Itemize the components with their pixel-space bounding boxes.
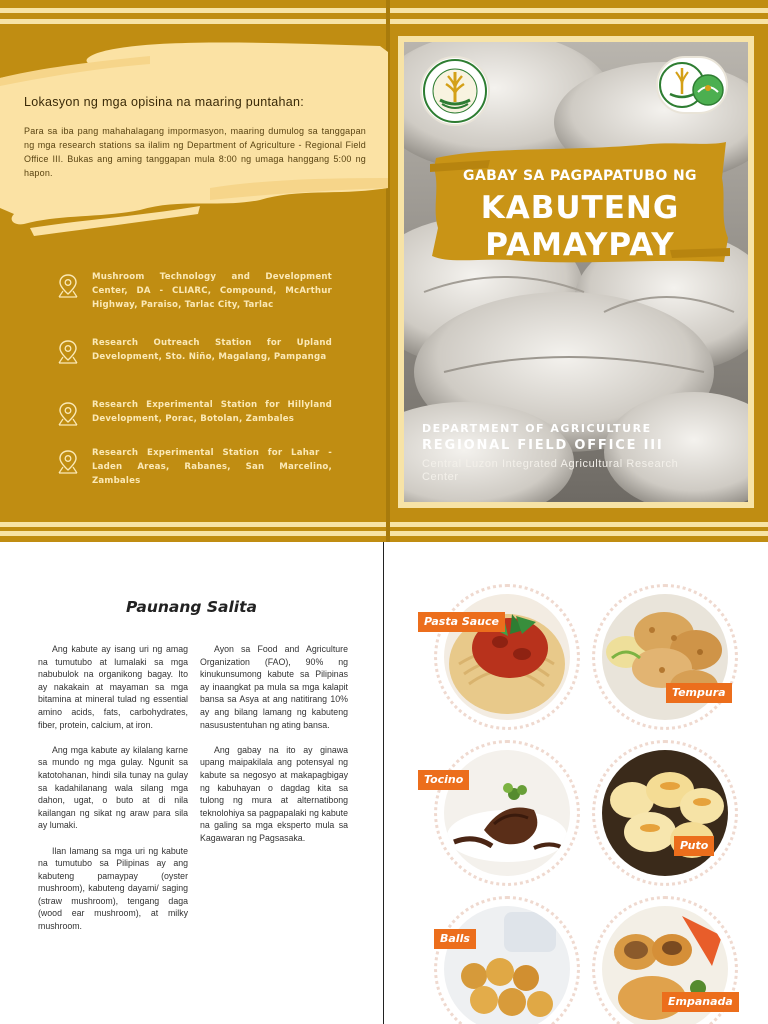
food-item-tempura	[592, 584, 738, 730]
cover-regional-office: REGIONAL FIELD OFFICE III	[422, 438, 664, 453]
cover-subtitle: GABAY SA PAGPAPATUBO NG	[463, 168, 697, 184]
bottom-stripe	[0, 522, 768, 527]
station-item	[58, 398, 332, 426]
foreword-paragraph: Ayon sa Food and Agriculture Organization (FAO), 90% ng kinukunsumong kabute sa Pilipinas ay inaangkat pa mula sa mga kalapit bansa sa Asya at ang natitirang 10% ay ang bilang lamang ng kabuteng nasusustentuhan ng ating bansa.	[200, 644, 348, 730]
food-label: Balls	[434, 929, 476, 949]
station-item	[58, 446, 332, 488]
bottom-stripe	[0, 531, 768, 536]
station-address: Research Experimental Station for Lahar - Laden Areas, Rabanes, San Marcelino, Zambales	[92, 448, 332, 486]
station-item	[58, 336, 332, 364]
locations-description: Para sa iba pang mahahalagang impormasyon, maaring dumulog sa tanggapan ng mga research stations sa ilalim ng Department of Agriculture - Regional Field Office III. Bukas ang aming tanggapan mula 8:00 ng umaga hanggang 5:00 ng hapon.	[24, 126, 366, 178]
food-label: Tempura	[666, 683, 732, 703]
regional-office-logo	[656, 56, 728, 114]
mushroom-recipes-panel	[384, 542, 768, 1024]
foreword-paragraph: Ilan lamang sa mga uri ng kabute na tumutubo sa Pilipinas ay ang kabuteng pamaypay (oyster mushroom), kabuteng dayami/ saging (straw mushroom), tengang daga (wood ear mushroom), at milky mushroom.	[38, 845, 188, 932]
foreword-column-left	[38, 643, 188, 945]
cover-research-center: Central Luzon Integrated Agricultural Research Center	[422, 458, 679, 483]
station-address: Mushroom Technology and Development Center, DA - CLIARC, Compound, McArthur Highway, Paraiso, Tarlac City, Tarlac	[92, 272, 332, 310]
locations-title: Lokasyon ng mga opisina na maaring puntahan:	[24, 95, 305, 109]
map-pin-icon	[58, 274, 78, 298]
food-label: Pasta Sauce	[418, 612, 505, 632]
station-address: Research Outreach Station for Upland Development, Sto. Niño, Magalang, Pampanga	[92, 338, 332, 362]
cover-title-line2: PAMAYPAY	[485, 227, 675, 263]
tocino-photo	[444, 750, 570, 876]
food-label: Puto	[674, 836, 714, 856]
food-item-balls	[434, 896, 580, 1024]
foreword-panel	[0, 542, 383, 1024]
food-item-puto	[592, 740, 738, 886]
map-pin-icon	[58, 450, 78, 474]
foreword-paragraph: Ang kabute ay isang uri ng amag na tumutubo at lumalaki sa mga nabubulok na organikong bagay. Ito ay nakakain at mayaman sa mga bitamina at mineral tulad ng essential amino acids, fats, carbohydrates, fiber, protein, calcium, at iron.	[38, 644, 188, 730]
food-label: Empanada	[662, 992, 739, 1012]
top-stripe	[0, 19, 768, 24]
cover-panel	[404, 42, 748, 502]
foreword-heading: Paunang Salita	[125, 598, 257, 616]
foreword-paragraph: Ang mga kabute ay kilalang karne sa mundo ng mga gulay. Ngunit sa katotohanan, hindi sila tunay na gulay sa kadahilanang wala silang mga dahon, ugat, o buto at di nila kailangan ng sikat ng araw para sila ay lumaki.	[38, 744, 188, 831]
food-item-pasta-sauce	[434, 584, 580, 730]
food-label: Tocino	[418, 770, 469, 790]
cover-title-line1: KABUTENG	[480, 190, 680, 226]
food-item-tocino	[434, 740, 580, 886]
balls-photo	[444, 906, 570, 1024]
map-pin-icon	[58, 340, 78, 364]
foreword-column-right	[200, 643, 348, 857]
station-item	[58, 270, 332, 312]
puto-photo	[602, 750, 728, 876]
station-address: Research Experimental Station for Hillyland Development, Porac, Botolan, Zambales	[92, 400, 332, 424]
department-of-agriculture-seal	[420, 56, 490, 126]
cover-title	[430, 190, 730, 264]
map-pin-icon	[58, 402, 78, 426]
title-banner	[430, 138, 730, 268]
top-stripe	[0, 8, 768, 13]
cover-department: DEPARTMENT OF AGRICULTURE	[422, 422, 652, 435]
foreword-paragraph: Ang gabay na ito ay ginawa upang maipakilala ang potensyal ng kabute sa negosyo at makapagbigay ng kabuhayan o dagdag kita sa tulong ng mura at alternatibong teknolohiya sa pagpapalaki ng kabute na galing sa mga eksperto mula sa Kagawaran ng Pagsasaka.	[200, 744, 348, 843]
